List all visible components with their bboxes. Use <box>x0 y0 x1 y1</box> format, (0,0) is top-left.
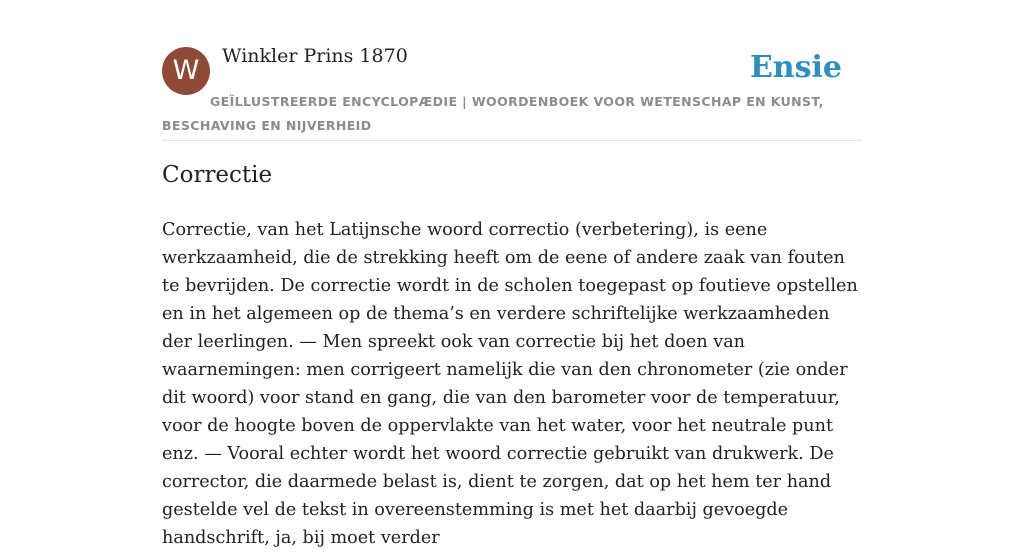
entry-title: Correctie <box>162 162 273 188</box>
source-avatar[interactable]: W <box>162 47 210 95</box>
ensie-logo-link[interactable]: Ensie <box>749 50 842 85</box>
source-subtitle: GEÏLLUSTREERDE ENCYCLOPÆDIE | WOORDENBOEK VOOR WETENSCHAP EN KUNST, BESCHAVING EN NIJVERHEID <box>162 94 824 133</box>
source-title-link[interactable]: Winkler Prins 1870 <box>222 45 408 67</box>
entry-body: Correctie, van het Latijnsche woord correctio (verbetering), is eene werkzaamheid, die de strekking heeft om de eene of andere zaak van fouten te bevrijden. De correctie wordt in de scholen toegepast op foutieve opstellen en in het algemeen op de thema’s en verdere schriftelijke werkzaamheden der leerlingen. — Men spreekt ook van correctie bij het doen van waarnemingen: men corrigeert namelijk die van den chronometer (zie onder dit woord) voor stand en gang, die van den barometer voor de temperatuur, voor de hoogte boven de oppervlakte van het water, voor het neutrale punt enz. — Vooral echter wordt het woord correctie gebruikt van drukwerk. De corrector, die daarmede belast is, dient te zorgen, dat op het hem ter hand gestelde vel de tekst in overeenstemming is met het daarbij gevoegde handschrift, ja, bij moet verder <box>162 220 858 548</box>
header <box>162 0 862 141</box>
